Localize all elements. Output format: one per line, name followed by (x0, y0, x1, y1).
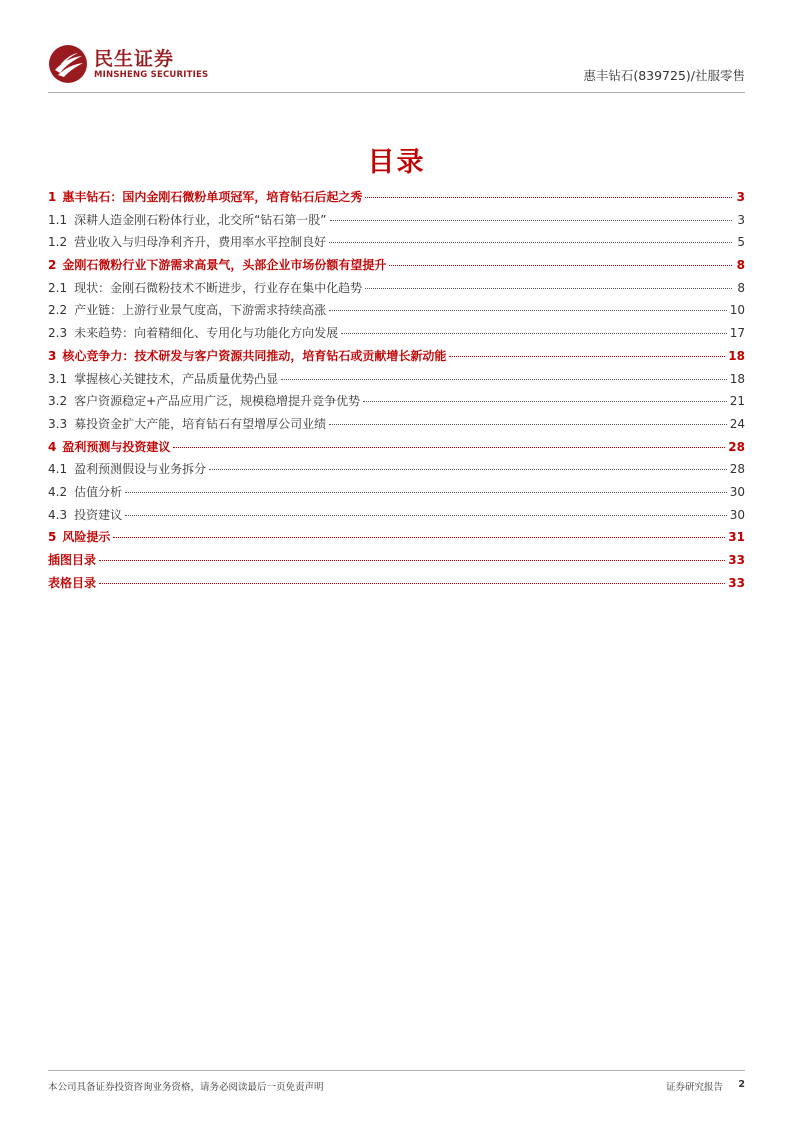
toc-entry-page: 28 (728, 439, 745, 454)
toc-leader-dots (281, 379, 727, 380)
toc-entry[interactable] (48, 415, 745, 438)
toc-leader-dots (365, 288, 732, 289)
toc-entry-page: 18 (728, 348, 745, 363)
toc-entry-page: 17 (729, 326, 745, 341)
toc-leader-dots (389, 265, 732, 266)
toc-leader-dots (99, 583, 725, 584)
toc-entry[interactable] (48, 301, 745, 324)
toc-entry-number: 1.2 (48, 235, 68, 250)
toc-entry-title: 表格目录 (48, 575, 97, 590)
toc-entry-title: 客户资源稳定+产品应用广泛，规模稳增提升竞争优势 (74, 394, 361, 409)
toc-entry-page: 30 (729, 484, 745, 499)
toc-entry-number: 5 (48, 530, 57, 545)
toc-entry-page: 33 (728, 575, 745, 590)
toc-leader-dots (449, 356, 725, 357)
toc-entry-title: 核心竞争力：技术研发与客户资源共同推动，培育钻石或贡献增长新动能 (62, 348, 447, 363)
toc-entry-number: 4 (48, 439, 57, 454)
toc-entry-title: 风险提示 (62, 530, 111, 545)
toc-leader-dots (173, 447, 725, 448)
toc-leader-dots (329, 310, 727, 311)
table-of-contents (48, 188, 745, 596)
toc-entry-page: 3 (736, 190, 745, 204)
toc-entry-title: 现状：金刚石微粉技术不断进步，行业存在集中化趋势 (74, 280, 363, 295)
toc-entry-number: 3.2 (48, 394, 68, 409)
toc-entry-page: 21 (729, 394, 745, 409)
logo-english-name: MINSHENG SECURITIES (94, 69, 209, 80)
toc-entry-page: 10 (729, 303, 745, 318)
toc-entry-number: 2.2 (48, 303, 68, 318)
toc-leader-dots (125, 492, 727, 493)
toc-entry[interactable] (48, 370, 745, 393)
toc-entry-page: 3 (737, 212, 745, 227)
toc-entry-title: 惠丰钻石：国内金刚石微粉单项冠军，培育钻石后起之秀 (62, 190, 363, 204)
toc-entry-page: 33 (728, 553, 745, 567)
footer-disclaimer: 本公司具备证券投资咨询业务资格，请务必阅读最后一页免责声明 (48, 1082, 324, 1093)
toc-entry-page: 18 (729, 371, 745, 386)
toc-entry-page: 8 (737, 280, 745, 295)
toc-entry[interactable] (48, 188, 745, 211)
toc-leader-dots (125, 515, 727, 516)
toc-entry[interactable] (48, 528, 745, 551)
page-footer (48, 1070, 745, 1095)
footer-page-number: 2 (738, 1079, 745, 1090)
toc-entry[interactable] (48, 256, 745, 279)
toc-title: 目录 (367, 147, 426, 178)
page-header (48, 40, 745, 93)
toc-entry-number: 1.1 (48, 212, 68, 227)
toc-entry-page: 31 (728, 530, 745, 545)
header-stock-info: 惠丰钻石(839725)/社服零售 (583, 68, 745, 83)
toc-entry-number: 3 (48, 348, 57, 363)
toc-leader-dots (329, 424, 727, 425)
footer-report-type: 证券研究报告 (665, 1082, 723, 1093)
toc-entry-number: 1 (48, 190, 57, 204)
logo-chinese-name: 民生证券 (94, 47, 175, 70)
toc-entry[interactable] (48, 347, 745, 370)
toc-entry-title: 估值分析 (74, 484, 123, 499)
toc-entry[interactable] (48, 211, 745, 234)
toc-entry[interactable] (48, 483, 745, 506)
toc-leader-dots (329, 242, 732, 243)
toc-entry[interactable] (48, 233, 745, 256)
toc-entry-title: 盈利预测假设与业务拆分 (74, 462, 207, 477)
toc-entry-title: 插图目录 (48, 553, 97, 567)
toc-entry-number: 4.1 (48, 462, 68, 477)
toc-entry-title: 未来趋势：向着精细化、专用化与功能化方向发展 (74, 326, 339, 341)
toc-entry-number: 3.1 (48, 371, 68, 386)
toc-entry[interactable] (48, 574, 745, 597)
toc-entry[interactable] (48, 392, 745, 415)
toc-entry[interactable] (48, 460, 745, 483)
minsheng-logo-icon (48, 44, 88, 84)
toc-entry-page: 24 (729, 416, 745, 431)
toc-leader-dots (341, 333, 727, 334)
toc-entry-number: 2 (48, 258, 57, 273)
company-logo (48, 44, 208, 84)
toc-entry-number: 4.3 (48, 507, 68, 522)
toc-entry-number: 2.1 (48, 280, 68, 295)
toc-entry[interactable] (48, 551, 745, 574)
toc-entry-title: 营业收入与归母净利齐升，费用率水平控制良好 (74, 235, 327, 250)
toc-entry-title: 盈利预测与投资建议 (62, 439, 171, 454)
toc-leader-dots (365, 197, 732, 198)
toc-entry-title: 金刚石微粉行业下游需求高景气，头部企业市场份额有望提升 (62, 258, 387, 273)
toc-entry-title: 投资建议 (74, 507, 123, 522)
toc-entry-page: 5 (737, 235, 745, 250)
toc-entry-page: 8 (736, 258, 745, 273)
toc-entry-title: 募投资金扩大产能，培育钻石有望增厚公司业绩 (74, 416, 327, 431)
toc-entry-title: 产业链：上游行业景气度高，下游需求持续高涨 (74, 303, 327, 318)
toc-entry-number: 2.3 (48, 326, 68, 341)
toc-entry[interactable] (48, 324, 745, 347)
toc-entry[interactable] (48, 279, 745, 302)
toc-entry-number: 4.2 (48, 484, 68, 499)
toc-entry-title: 深耕人造金刚石粉体行业，北交所“钻石第一股” (74, 212, 327, 227)
toc-entry[interactable] (48, 506, 745, 529)
toc-entry-number: 3.3 (48, 416, 68, 431)
toc-leader-dots (113, 537, 725, 538)
toc-entry-page: 28 (729, 462, 745, 477)
toc-entry[interactable] (48, 438, 745, 461)
toc-leader-dots (209, 469, 727, 470)
toc-entry-page: 30 (729, 507, 745, 522)
toc-leader-dots (99, 560, 725, 561)
toc-leader-dots (363, 401, 727, 402)
toc-leader-dots (330, 220, 732, 221)
toc-entry-title: 掌握核心关键技术，产品质量优势凸显 (74, 371, 279, 386)
